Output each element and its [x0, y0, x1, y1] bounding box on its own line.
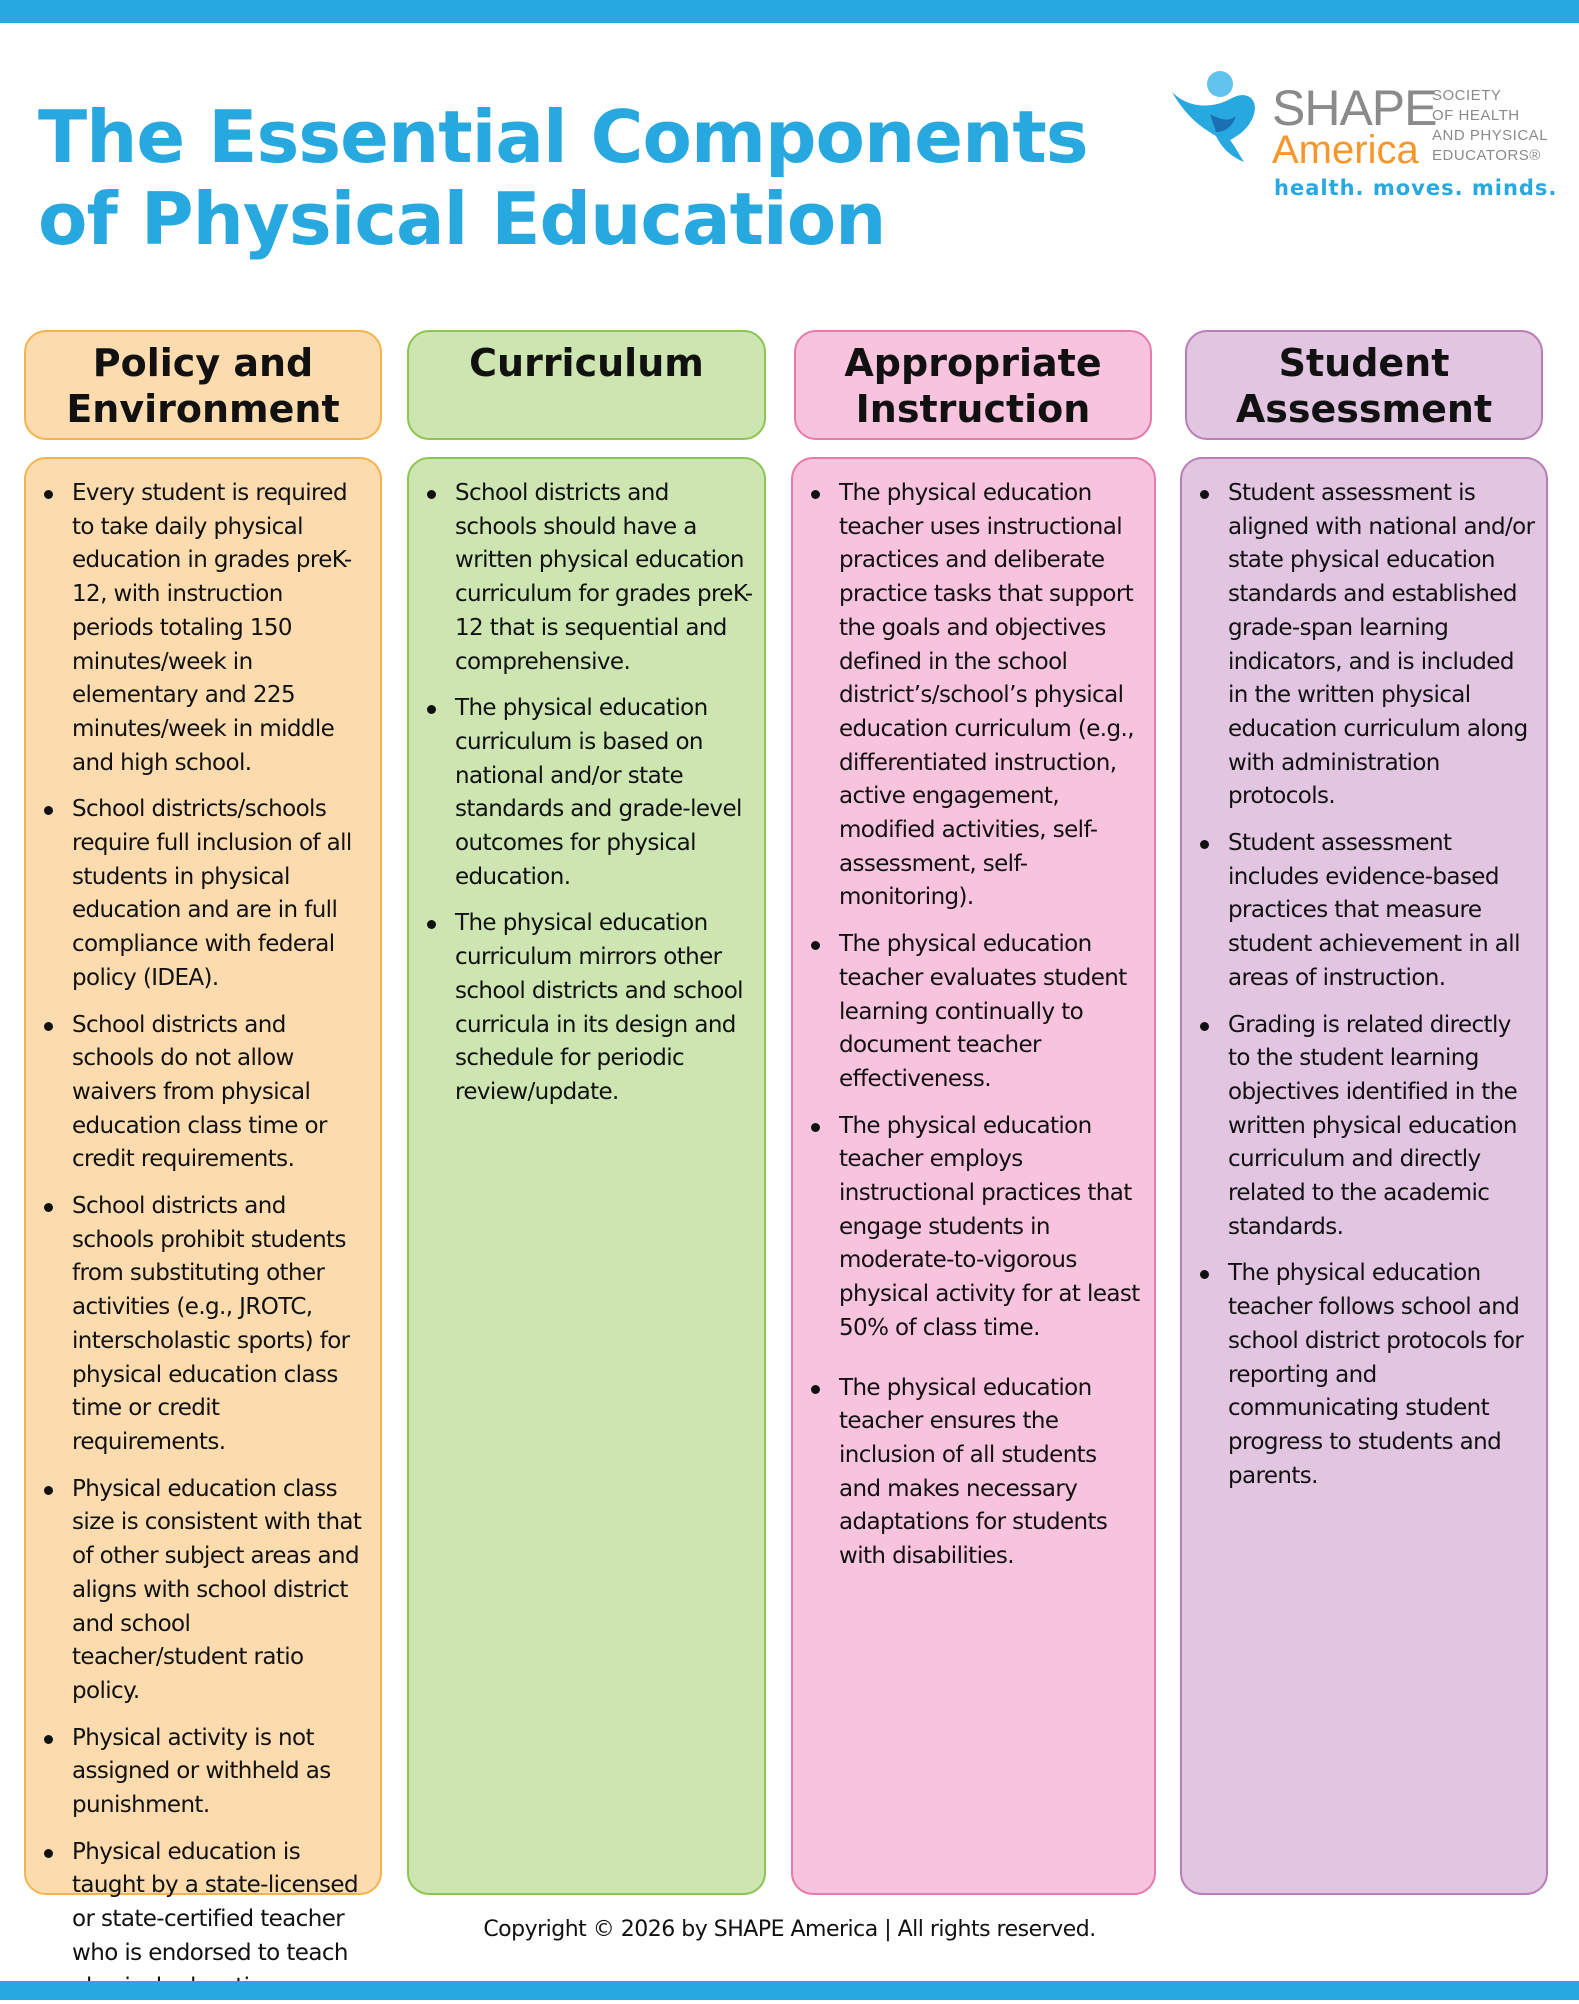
page-title-line-2: of Physical Education	[38, 177, 886, 261]
shape-america-logo	[1170, 70, 1560, 210]
list-item	[1194, 827, 1536, 996]
column-header-student-assessment	[1185, 330, 1543, 440]
bullet-icon	[811, 490, 820, 499]
bullet-icon	[44, 1735, 53, 1744]
column-header-policy-environment	[24, 330, 382, 440]
list-item	[421, 477, 754, 679]
bullet-icon	[1200, 1270, 1209, 1279]
list-item-text: Every student is required to take daily physical education in grades preK-12, with instruction periods totaling 150 minutes/week in elementary and 225 minutes/week in middle and high school.	[72, 480, 352, 776]
bullet-icon	[1200, 840, 1209, 849]
list-item	[805, 477, 1144, 915]
column-header-line-1: Student	[1278, 341, 1450, 385]
bullet-icon	[427, 490, 436, 499]
list-item	[38, 1473, 370, 1709]
bullet-list	[805, 477, 1144, 1574]
bullet-icon	[44, 1486, 53, 1495]
list-item-text: Student assessment is aligned with national and/or state physical education standards and established grade-span learning indicators, and is included in the written physical education curriculum along with administration protocols.	[1228, 480, 1535, 810]
bottom-accent-bar	[0, 1981, 1579, 2000]
list-item-text: The physical education teacher evaluates student learning continually to document teacher effectiveness.	[839, 931, 1127, 1092]
list-item-text: School districts/schools require full inclusion of all students in physical education and are in full compliance with federal policy (IDEA).	[72, 796, 352, 991]
bullet-icon	[427, 705, 436, 714]
bullet-icon	[44, 1022, 53, 1031]
list-item-text: The physical education teacher follows school and school district protocols for reporting and communicating student progress to students and parents.	[1228, 1260, 1524, 1489]
list-item-text: The physical education teacher employs instructional practices that engage students in moderate-to-vigorous physical activity for at least 50% of class time.	[839, 1112, 1140, 1341]
logo-america-word: America	[1272, 128, 1419, 172]
bullet-icon	[44, 806, 53, 815]
list-item	[1194, 1009, 1536, 1245]
bullet-list	[1194, 477, 1536, 1493]
column-header-line-2: Environment	[66, 387, 340, 431]
bullet-list	[38, 477, 370, 2004]
column-body-curriculum	[407, 457, 766, 1895]
column-header-line-1: Policy and	[92, 341, 314, 385]
list-item-text: The physical education teacher uses instructional practices and deliberate practice tasks that support the goals and objectives defined in the school district’s/school’s physical education curriculum (e.g., differentiated instruction, active engagement, modified activities, self-assessment, self-monitoring).	[839, 480, 1134, 911]
bullet-icon	[811, 1385, 820, 1394]
list-item	[38, 1009, 370, 1178]
column-header-line-1: Appropriate	[844, 341, 1102, 385]
bullet-icon	[44, 490, 53, 499]
column-header-line-2: Assessment	[1235, 387, 1493, 431]
list-item-text: Physical activity is not assigned or withheld as punishment.	[72, 1724, 331, 1819]
list-item	[805, 1110, 1144, 1346]
logo-society-line-4: EDUCATORS®	[1432, 147, 1541, 164]
list-item	[38, 1190, 370, 1460]
logo-society-line-3: AND PHYSICAL	[1432, 127, 1549, 144]
list-item	[1194, 477, 1536, 814]
person-figure-icon	[1170, 70, 1260, 165]
list-item	[805, 1372, 1144, 1574]
list-item	[421, 907, 754, 1109]
logo-society-text	[1432, 86, 1572, 166]
bullet-icon	[44, 1203, 53, 1212]
logo-shape-word: SHAPE	[1272, 80, 1437, 136]
list-item	[38, 793, 370, 995]
column-body-appropriate-instruction	[791, 457, 1156, 1895]
page-title	[38, 96, 1088, 260]
list-item	[421, 692, 754, 894]
bullet-icon	[427, 920, 436, 929]
copyright-notice: Copyright © 2026 by SHAPE America | All rights reserved.	[483, 1917, 1096, 1942]
top-accent-bar	[0, 0, 1579, 23]
list-item-text: School districts and schools do not allow waivers from physical education class time or credit requirements.	[72, 1011, 327, 1173]
bullet-icon	[811, 941, 820, 950]
list-item-text: School districts and schools should have a written physical education curriculum for grades preK-12 that is sequential and comprehensive.	[455, 480, 753, 675]
list-item-text: Physical education class size is consistent with that of other subject areas and aligns with school district and school teacher/student ratio policy.	[72, 1475, 362, 1704]
column-header-line-2: Instruction	[855, 387, 1091, 431]
column-body-student-assessment	[1180, 457, 1548, 1895]
list-item-text: Physical education is taught by a state-licensed or state-certified teacher who is endorsed to teach	[72, 1838, 358, 1966]
list-item	[1194, 1257, 1536, 1493]
list-item-text: School districts and schools prohibit students from substituting other activities (e.g., JROTC, interscholastic sports) for physical education class time or credit requirements.	[72, 1193, 350, 1455]
logo-society-line-1: SOCIETY	[1432, 87, 1502, 104]
bullet-icon	[44, 1849, 53, 1858]
page-title-line-1: The Essential Components	[38, 95, 1088, 179]
list-item-text: Student assessment includes evidence-based practices that measure student achievement in all areas of instruction.	[1228, 830, 1520, 991]
bullet-icon	[1200, 1022, 1209, 1031]
bullet-icon	[811, 1123, 820, 1132]
list-item	[805, 928, 1144, 1097]
bullet-icon	[1200, 490, 1209, 499]
column-header-curriculum	[407, 330, 766, 440]
logo-tagline: health. moves. minds.	[1274, 176, 1558, 200]
list-item	[38, 1722, 370, 1823]
list-item-text: Grading is related directly to the student learning objectives identified in the written physical education curriculum and directly related to the academic standards.	[1228, 1011, 1518, 1240]
column-header-line-1: Curriculum	[469, 341, 704, 385]
logo-society-line-2: OF HEALTH	[1432, 107, 1520, 124]
column-body-policy-environment	[24, 457, 382, 1966]
list-item-text: The physical education curriculum mirrors other school districts and school curricula in its design and schedule for periodic review/update.	[455, 910, 743, 1105]
column-header-appropriate-instruction	[794, 330, 1152, 440]
list-item-text: The physical education curriculum is based on national and/or state standards and grade-level outcomes for physical education.	[455, 695, 742, 890]
bullet-list	[421, 477, 754, 1110]
list-item	[38, 477, 370, 780]
list-item-text: The physical education teacher ensures the inclusion of all students and makes necessary adaptations for students with disabilities.	[839, 1374, 1108, 1570]
